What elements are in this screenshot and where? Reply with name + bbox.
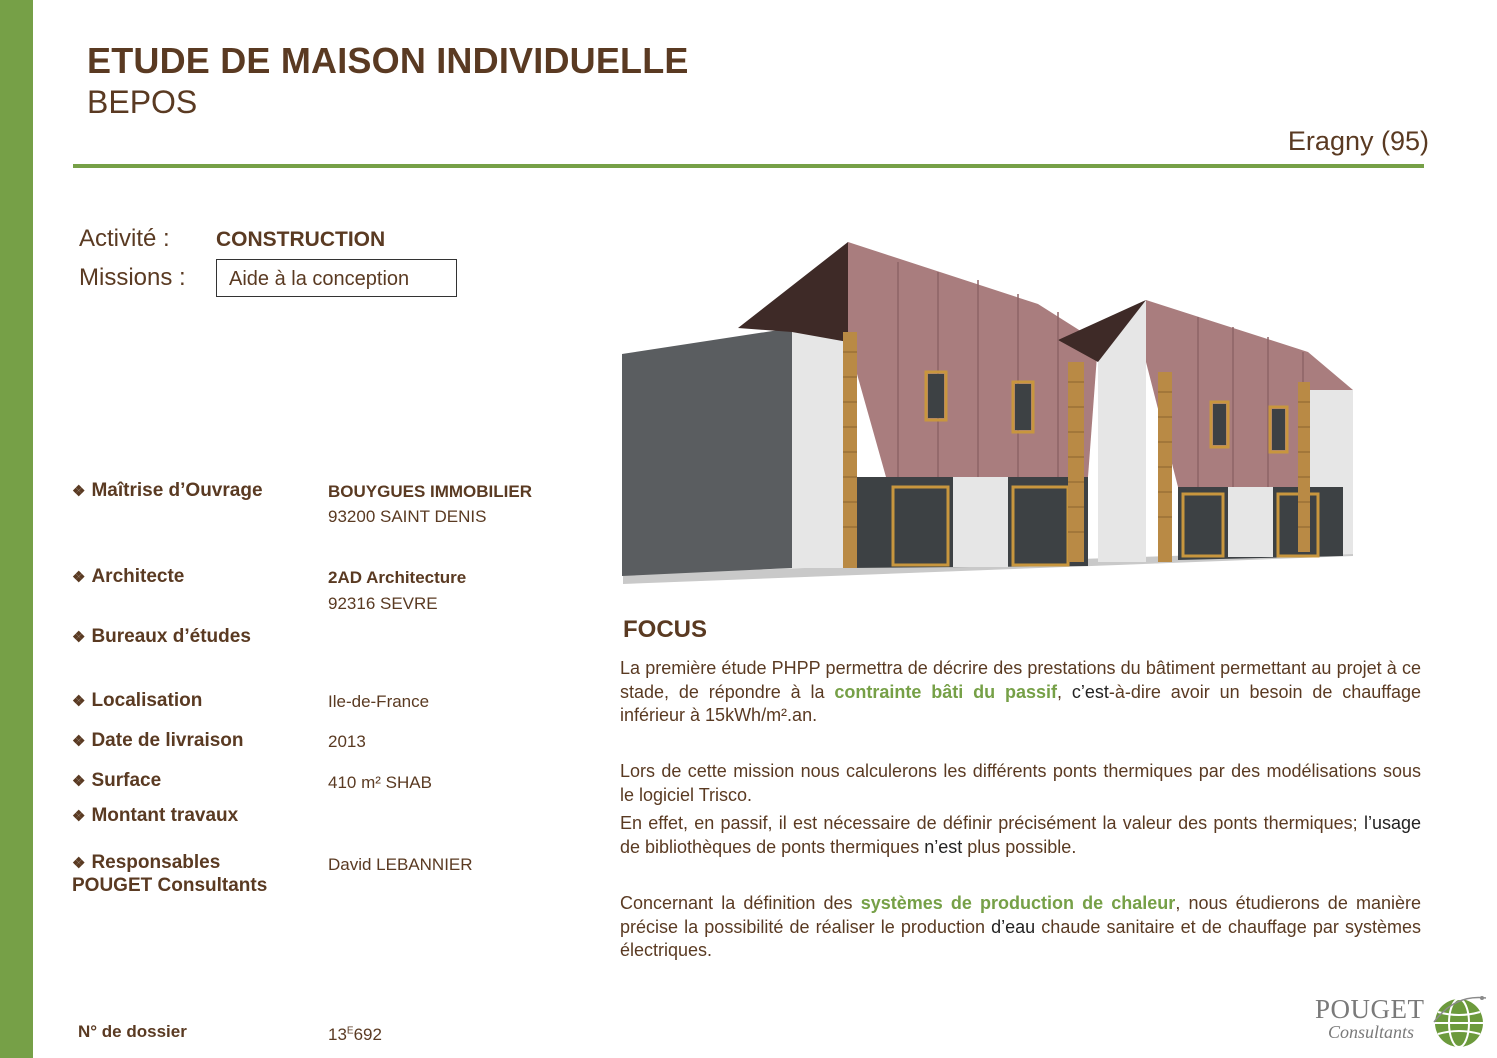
field-label-responsables-company: POUGET Consultants xyxy=(72,875,268,896)
pouget-logo xyxy=(1310,990,1490,1050)
field-value-architecte: 2AD Architecture xyxy=(328,568,467,587)
missions-box xyxy=(216,259,457,297)
focus-paragraph-3: En effet, en passif, il est nécessaire de définir précisément la valeur des ponts thermiques; l’usage de bibliothèques de ponts thermiques n’est plus possible. xyxy=(620,813,1421,857)
logo-name: POUGET xyxy=(1315,994,1425,1024)
field-value-date-livraison: 2013 xyxy=(328,732,366,751)
field-value-surface: 410 m² SHAB xyxy=(328,773,432,792)
globe-icon xyxy=(1430,992,1488,1050)
logo-subtitle: Consultants xyxy=(1328,1022,1415,1042)
field-label-surface: ❖ Surface xyxy=(72,770,162,791)
field-label-maitrise-ouvrage: ❖ Maîtrise d’Ouvrage xyxy=(72,480,263,501)
field-value-maitrise-ouvrage-address: 93200 SAINT DENIS xyxy=(328,507,487,526)
field-label-localisation: ❖ Localisation xyxy=(72,690,203,711)
focus-title: FOCUS xyxy=(623,616,707,643)
highlight-text: contrainte bâti du passif xyxy=(834,681,1057,702)
diamond-bullet-icon: ❖ xyxy=(72,693,86,710)
activity-label: Activité : xyxy=(79,225,170,252)
diamond-bullet-icon: ❖ xyxy=(72,733,86,750)
diamond-bullet-icon: ❖ xyxy=(72,569,86,586)
field-value-maitrise-ouvrage: BOUYGUES IMMOBILIER xyxy=(328,482,533,501)
project-location: Eragny (95) xyxy=(1287,126,1429,156)
field-value-localisation: Ile-de-France xyxy=(328,692,430,711)
building-rendering xyxy=(618,232,1356,592)
activity-value: CONSTRUCTION xyxy=(216,228,386,251)
left-accent-bar xyxy=(0,0,33,1058)
field-value-responsables: David LEBANNIER xyxy=(328,855,473,874)
page-subtitle: BEPOS xyxy=(87,84,198,120)
focus-paragraph-1: La première étude PHPP permettra de décrire des prestations du bâtiment permettant au projet à ce stade, de répondre à la contrainte bâti du passif, c’est-à-dire avoir un besoin de chauffage inférieur à 15kWh/m².an. xyxy=(620,658,1421,725)
focus-paragraph-4: Concernant la définition des systèmes de production de chaleur, nous étudierons de manière précise la possibilité de réaliser le production d’eau chaude sanitaire et de chauffage par systèmes électriques. xyxy=(620,893,1421,960)
field-label-responsables: ❖ Responsables xyxy=(72,852,221,873)
field-label-montant-travaux: ❖ Montant travaux xyxy=(72,805,239,826)
header-divider xyxy=(73,164,1424,168)
field-label-bureaux-etudes: ❖ Bureaux d’études xyxy=(72,626,251,647)
diamond-bullet-icon: ❖ xyxy=(72,629,86,646)
diamond-bullet-icon: ❖ xyxy=(72,483,86,500)
diamond-bullet-icon: ❖ xyxy=(72,773,86,790)
page-title: ETUDE DE MAISON INDIVIDUELLE xyxy=(87,40,689,81)
diamond-bullet-icon: ❖ xyxy=(72,855,86,872)
missions-label: Missions : xyxy=(79,264,186,291)
highlight-text: systèmes de production de chaleur xyxy=(860,893,1176,913)
field-label-architecte: ❖ Architecte xyxy=(72,566,185,587)
diamond-bullet-icon: ❖ xyxy=(72,808,86,825)
dossier-label: N° de dossier xyxy=(78,1022,187,1041)
field-label-date-livraison: ❖ Date de livraison xyxy=(72,730,244,751)
missions-value: Aide à la conception xyxy=(229,268,410,290)
field-value-architecte-address: 92316 SEVRE xyxy=(328,594,438,613)
dossier-number: $13^E692$ xyxy=(328,1025,382,1044)
focus-paragraph-2: Lors de cette mission nous calculerons les différents ponts thermiques par des modélisations sous le logiciel Trisco. xyxy=(620,761,1421,805)
